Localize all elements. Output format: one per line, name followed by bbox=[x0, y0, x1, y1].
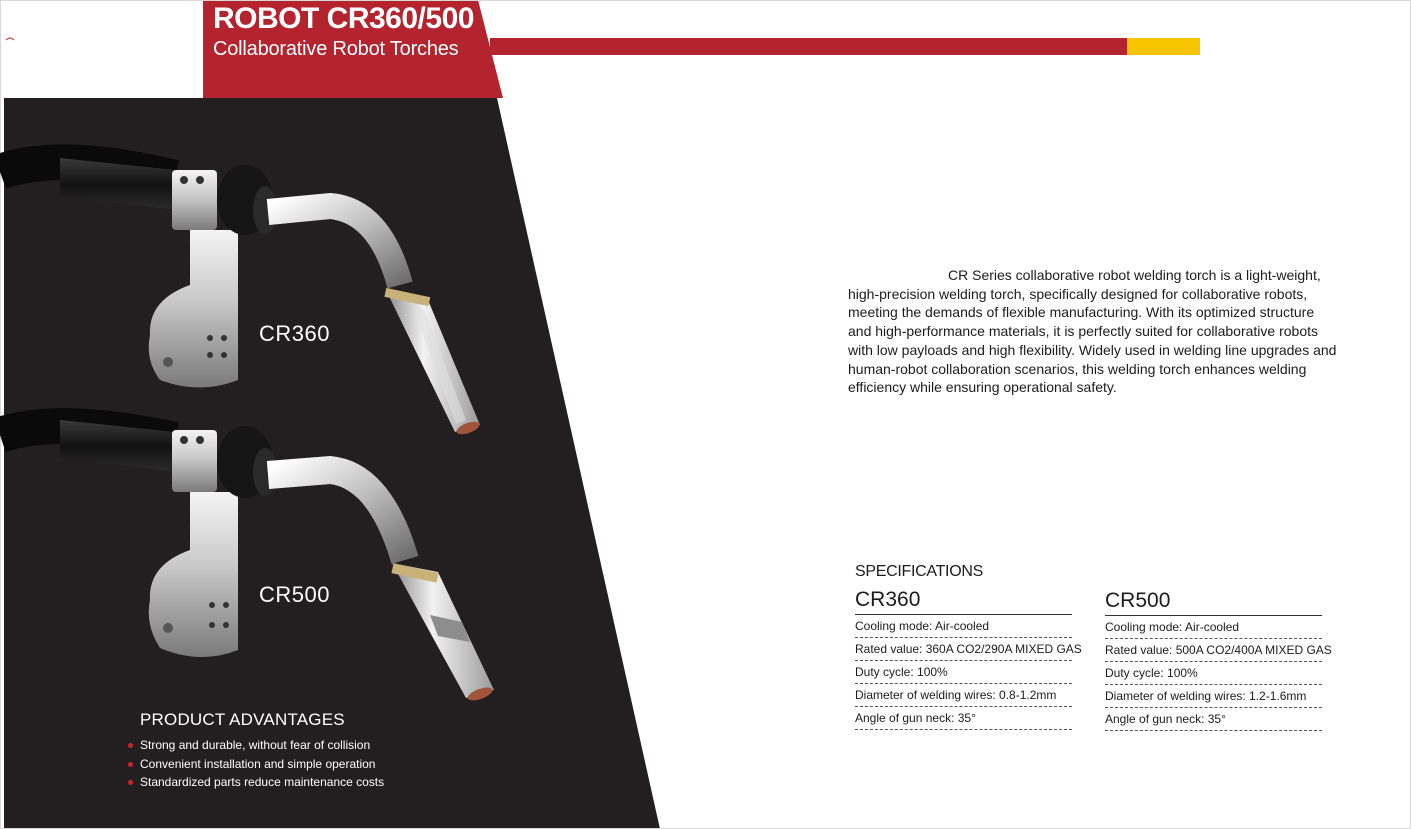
model-label-cr500: CR500 bbox=[259, 582, 330, 607]
spec-row: Diameter of welding wires: 1.2-1.6mm bbox=[1105, 685, 1322, 708]
model-label-cr360: CR360 bbox=[259, 321, 330, 346]
torch-cr500-image bbox=[0, 420, 494, 703]
bullet-dot-icon bbox=[128, 743, 133, 748]
spec-column-cr360 bbox=[855, 587, 1082, 730]
spec-row: Cooling mode: Air-cooled bbox=[1105, 616, 1322, 639]
specifications-heading: SPECIFICATIONS bbox=[855, 563, 983, 580]
torch-cr360-image bbox=[0, 158, 481, 437]
spec-model-title: CR360 bbox=[855, 587, 1072, 615]
spec-row: Angle of gun neck: 35° bbox=[855, 707, 1072, 730]
page-subtitle: Collaborative Robot Torches bbox=[213, 38, 459, 60]
spec-row: Rated value: 500A CO2/400A MIXED GAS bbox=[1105, 639, 1322, 662]
bullet-dot-icon bbox=[128, 780, 133, 785]
spec-row: Cooling mode: Air-cooled bbox=[855, 615, 1072, 638]
spec-row: Rated value: 360A CO2/290A MIXED GAS bbox=[855, 638, 1072, 661]
bullet-dot-icon bbox=[128, 762, 133, 767]
spec-model-title: CR500 bbox=[1105, 588, 1322, 616]
advantages-title: PRODUCT ADVANTAGES bbox=[140, 710, 345, 729]
spec-row: Angle of gun neck: 35° bbox=[1105, 708, 1322, 731]
list-item: Convenient installation and simple operation bbox=[128, 755, 384, 774]
torch-illustrations bbox=[0, 0, 660, 829]
list-item: Strong and durable, without fear of collision bbox=[128, 736, 384, 755]
spec-row: Duty cycle: 100% bbox=[1105, 662, 1322, 685]
spec-row: Duty cycle: 100% bbox=[855, 661, 1072, 684]
product-description: CR Series collaborative robot welding torch is a light-weight, high-precision welding torch, specifically designed for collaborative robots, meeting the demands of flexible manufacturing. With its optimized structure and high-performance materials, it is perfectly suited for collaborative robots with low payloads and high flexibility. Widely used in welding line upgrades and human-robot collaboration scenarios, this welding torch enhances welding efficiency while ensuring operational safety. bbox=[848, 267, 1337, 396]
list-item: Standardized parts reduce maintenance costs bbox=[128, 773, 384, 792]
page-title: ROBOT CR360/500 bbox=[213, 2, 474, 35]
spec-column-cr500 bbox=[1105, 588, 1332, 731]
spec-row: Diameter of welding wires: 0.8-1.2mm bbox=[855, 684, 1072, 707]
yellow-accent-bar bbox=[1127, 38, 1200, 55]
advantages-list bbox=[128, 736, 384, 792]
